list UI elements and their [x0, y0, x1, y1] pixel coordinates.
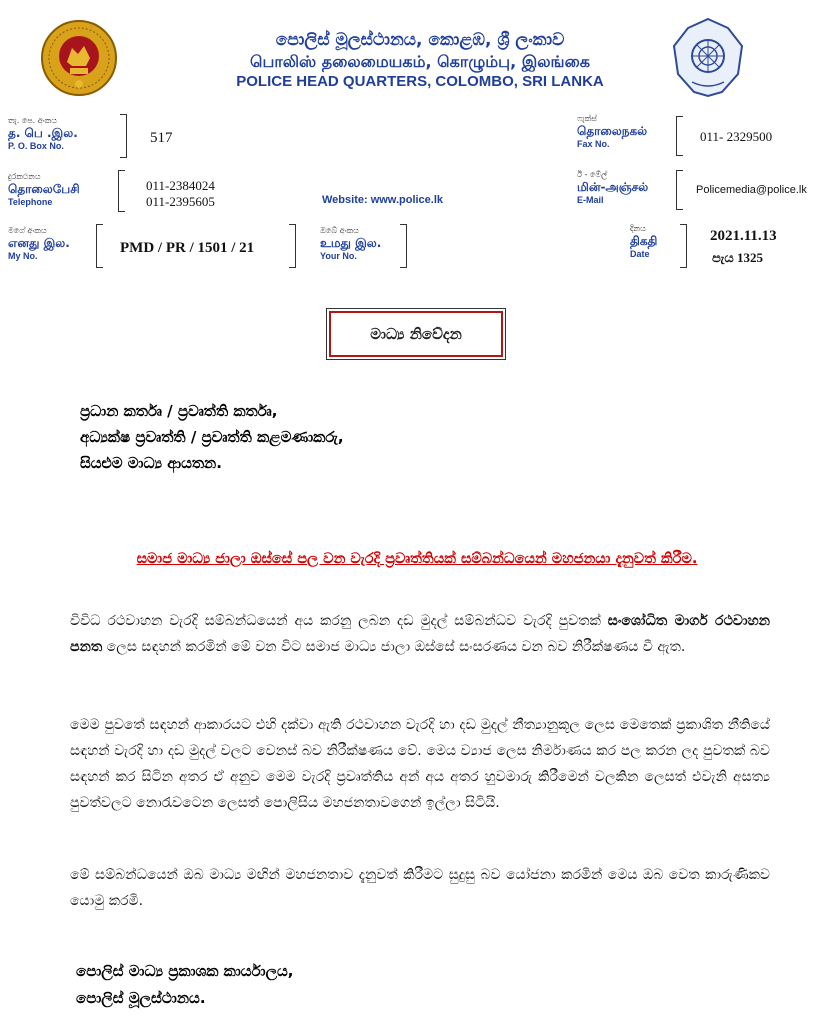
- paragraph-1-bold: සංශෝධිත මාර්ග රථවාහන පනත: [70, 613, 770, 655]
- email-value: Policemedia@police.lk: [696, 184, 807, 196]
- fax-value: 011- 2329500: [700, 129, 773, 144]
- addressee-line: ප්‍රධාන කර්තෘ / ප්‍රවෘත්ති කර්තෘ,: [80, 402, 278, 420]
- my-no-label: මගේ අංකය எனது இல. My No.: [8, 226, 70, 261]
- pobox-value: 517: [150, 130, 173, 146]
- signature-line: පොලිස් මූලස්ථානය.: [76, 989, 206, 1007]
- sri-lanka-emblem-icon: [40, 18, 118, 98]
- website: Website: www.police.lk: [322, 194, 444, 206]
- paragraph-3: මේ සම්බන්ධයෙන් ඔබ මාධ්‍ය මඟින් මහජනතාව දැනුවත් කිරීමට සුදුසු බව යෝජනා කරමින් මෙය ඔබ වෙත කාරුණිකව යොමු කරමි.: [70, 867, 770, 909]
- document-heading: මාධ්‍ය නිවේදන: [329, 311, 503, 357]
- header-title-english: POLICE HEAD QUARTERS, COLOMBO, SRI LANKA: [236, 73, 604, 90]
- signature-block: [76, 958, 294, 1012]
- addressee-line: සියළුම මාධ්‍ය ආයතන.: [80, 454, 222, 472]
- date-value: 2021.11.13: [710, 228, 777, 244]
- subject-line: සමාජ මාධ්‍ය ජාලා ඔස්සේ පල වන වැරදි ප්‍රවෘත්තියක් සම්බන්ධයෙන් මහජනයා දැනුවත් කිරීම.: [136, 551, 698, 567]
- your-no-label: ඔබේ අංකය உமது இல. Your No.: [320, 226, 382, 261]
- email-label: ඊ - මේල් மின்-அஞ்சல் E-Mail: [577, 170, 649, 205]
- time-value: පැය 1325: [712, 250, 764, 265]
- pobox-label: තැ. පෙ. අංකය த. பெ .இல. P. O. Box No.: [8, 116, 78, 151]
- addressee-line: අධ්‍යක්ෂ ප්‍රවෘත්ති / ප්‍රවෘත්ති කළමණාකරු,: [80, 428, 344, 446]
- telephone-value-2: 011-2395605: [146, 194, 215, 209]
- my-no-value: PMD / PR / 1501 / 21: [120, 240, 255, 256]
- paragraph-2: මෙම පුවතේ සඳහන් ආකාරයට එහි දක්වා ඇති රථවාහන වැරදි හා දඩ මුදල් නීත්‍යානුකූල ලෙස මෙතෙක් ප්‍රකාශිත නීතියේ සඳහන් වැරදි හා දඩ මුදල් වලට වෙනස් බව නිරීක්ෂණය වේ. මෙය ව්‍යාජ ලෙස නිර්මාණය කර පල කරන ලද පුවතක් බව සඳහන් කර සිටින අතර ඒ අනුව මෙම වැරදි ප්‍රවෘත්තිය අන් අය අතර හුවමාරු කිරීමෙන් වලකින ලෙසත් එවැනි අසත්‍ය පුවත්වලට නොරැවටෙන ලෙසත් පොලිසිය මහජනතාවගෙන් ඉල්ලා සිටියි.: [70, 717, 770, 811]
- addressee-block: [80, 398, 344, 476]
- signature-line: පොලිස් මාධ්‍ය ප්‍රකාශක කාර්යාලය,: [76, 962, 294, 980]
- header-title-tamil: பொலிஸ் தலைமையகம், கொழும்பு, இலங்கை: [250, 52, 590, 71]
- header-title-sinhala: පොලිස් මූලස්ථානය, කොළඹ, ශ්‍රී ලංකාව: [275, 30, 565, 50]
- date-label: දිනය திகதி Date: [630, 224, 658, 259]
- telephone-label: දුරකථනය தொலைபேசி Telephone: [8, 172, 80, 207]
- paragraph-1: විවිධ රථවාහන වැරදි සම්බන්ධයෙන් අය කරනු ලබන දඩ මුදල් සම්බන්ධව වැරදි පුවතක් සංශෝධිත මාර්ග රථවාහන පනත ලෙස සඳහන් කරමින් මේ වන විට සමාජ මාධ්‍ය ජාලා ඔස්සේ සංසරණය වන බව නිරීක්ෂණය වී ඇත.: [70, 613, 770, 655]
- fax-label: ෆැක්ස් தொலைநகல் Fax No.: [577, 114, 648, 149]
- telephone-value-1: 011-2384024: [146, 178, 215, 193]
- letterhead: [0, 0, 828, 290]
